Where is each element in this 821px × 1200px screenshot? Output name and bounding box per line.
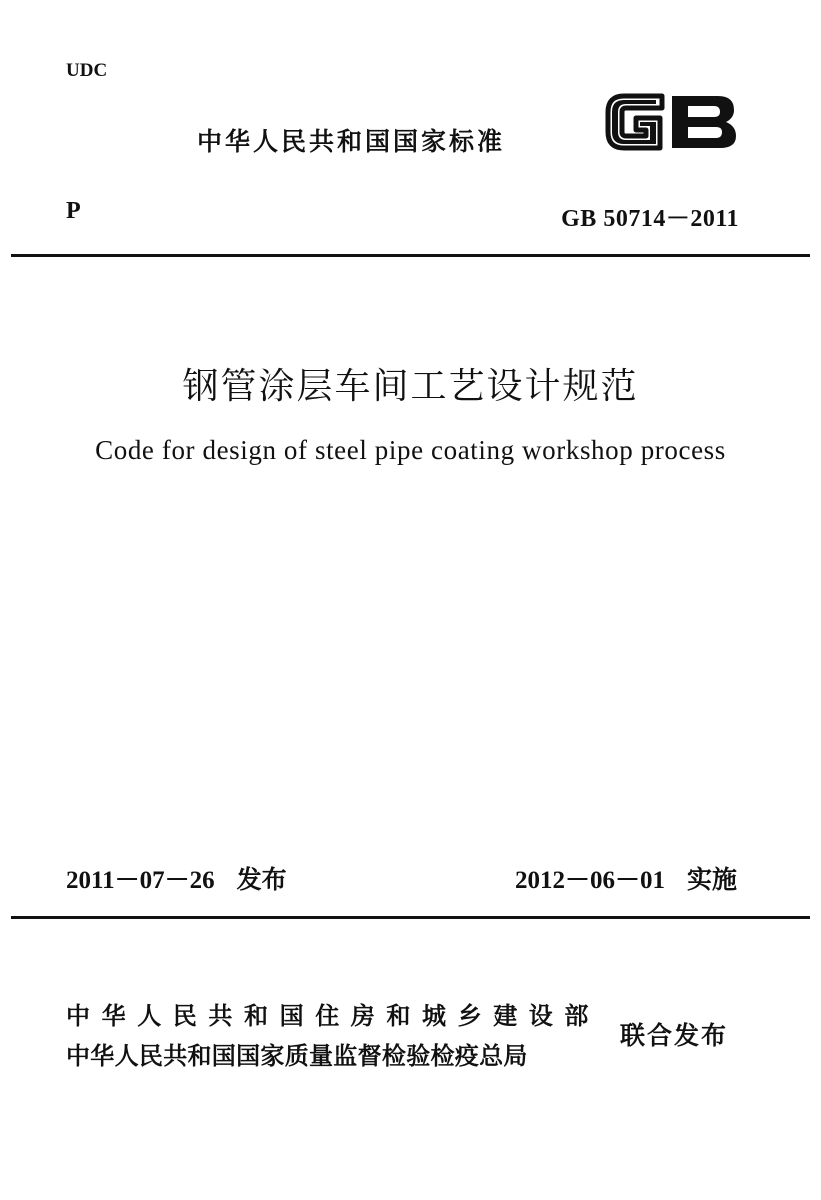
standard-number: GB 50714－2011 — [561, 206, 739, 232]
issuer-line-1: 中华人民共和国住房和城乡建设部 — [66, 1002, 600, 1030]
joint-issue-label: 联合发布 — [620, 1021, 729, 1050]
gb-logo-icon — [600, 86, 742, 158]
implement-label: 实施 — [686, 865, 737, 894]
title-english: Code for design of steel pipe coating workshop process — [95, 435, 726, 465]
classification-code: P — [66, 198, 81, 224]
title-chinese: 钢管涂层车间工艺设计规范 — [182, 366, 639, 406]
udc-label: UDC — [66, 60, 108, 81]
top-divider — [11, 254, 810, 257]
implement-date-block — [515, 860, 737, 896]
gb-logo-text: GB — [600, 86, 602, 87]
publish-label: 发布 — [236, 865, 287, 894]
publish-date: 2011－07－26 — [66, 867, 215, 894]
implement-date: 2012－06－01 — [514, 867, 665, 894]
issuer-line-2: 中华人民共和国国家质量监督检验检疫总局 — [66, 1042, 528, 1070]
org-title: 中华人民共和国国家标准 — [197, 127, 506, 156]
publish-date-block — [66, 860, 287, 896]
bottom-divider — [11, 916, 810, 919]
